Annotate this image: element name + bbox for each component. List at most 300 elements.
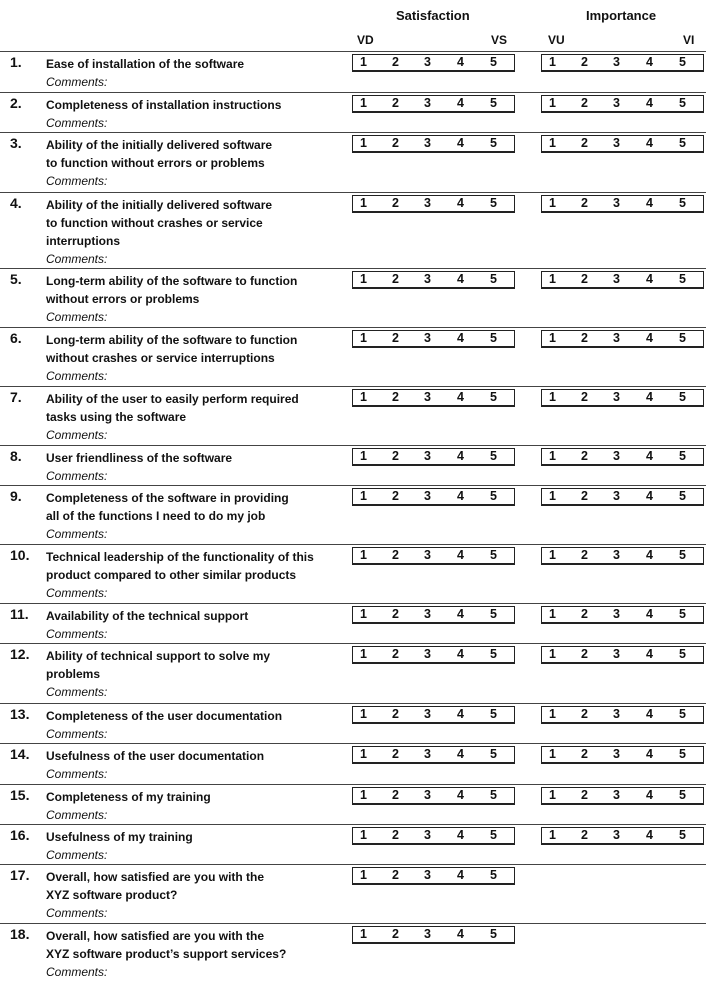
rating-option[interactable]: 2 <box>581 390 588 404</box>
satisfaction-scale[interactable] <box>352 547 515 565</box>
rating-option[interactable]: 1 <box>549 449 556 463</box>
question-text <box>46 868 336 922</box>
rating-option[interactable]: 5 <box>490 272 497 286</box>
question-text <box>46 788 336 824</box>
rating-option[interactable]: 3 <box>424 449 431 463</box>
rating-option[interactable]: 4 <box>646 449 653 463</box>
rating-option[interactable]: 4 <box>457 489 464 503</box>
rating-option[interactable]: 2 <box>392 707 399 721</box>
rating-option[interactable]: 3 <box>424 548 431 562</box>
rating-option[interactable]: 4 <box>646 548 653 562</box>
rating-option[interactable]: 1 <box>360 607 367 621</box>
importance-scale[interactable] <box>541 547 704 565</box>
rating-option[interactable]: 2 <box>392 331 399 345</box>
question-line: Ability of the user to easily perform required <box>46 392 299 406</box>
rating-option[interactable]: 4 <box>646 55 653 69</box>
question-text <box>46 331 336 385</box>
question-number: 12. <box>10 646 30 662</box>
comments-label[interactable]: Comments: <box>46 75 108 89</box>
question-number: 7. <box>10 389 22 405</box>
question-line: User friendliness of the software <box>46 451 233 465</box>
rating-option[interactable]: 5 <box>679 96 686 110</box>
rating-option[interactable]: 1 <box>360 828 367 842</box>
rating-option[interactable]: 2 <box>392 96 399 110</box>
rating-option[interactable]: 5 <box>679 489 686 503</box>
rating-option[interactable]: 1 <box>360 707 367 721</box>
rating-option[interactable]: 5 <box>490 548 497 562</box>
importance-scale[interactable] <box>541 135 704 153</box>
rating-option[interactable]: 2 <box>581 136 588 150</box>
rating-option[interactable]: 4 <box>457 707 464 721</box>
question-text <box>46 828 336 864</box>
question-text <box>46 607 336 643</box>
rating-option[interactable]: 1 <box>360 136 367 150</box>
question-text <box>46 449 336 485</box>
question-line: Ability of technical support to solve my <box>46 649 271 663</box>
rating-option[interactable]: 1 <box>549 647 556 661</box>
rating-option[interactable]: 2 <box>392 747 399 761</box>
rating-option[interactable]: 1 <box>360 868 367 882</box>
question-line: Usefulness of my training <box>46 830 193 844</box>
question-number: 2. <box>10 95 22 111</box>
rating-option[interactable]: 5 <box>490 707 497 721</box>
rating-option[interactable]: 3 <box>424 55 431 69</box>
rating-option[interactable]: 5 <box>679 390 686 404</box>
rating-option[interactable]: 4 <box>457 449 464 463</box>
rating-option[interactable]: 4 <box>646 390 653 404</box>
question-row <box>0 544 706 603</box>
rating-option[interactable]: 2 <box>392 607 399 621</box>
rating-option[interactable]: 1 <box>549 96 556 110</box>
rating-option[interactable]: 1 <box>549 136 556 150</box>
rating-option[interactable]: 3 <box>424 747 431 761</box>
rating-option[interactable]: 2 <box>392 548 399 562</box>
rating-option[interactable]: 2 <box>392 196 399 210</box>
rating-option[interactable]: 3 <box>424 927 431 941</box>
question-number: 13. <box>10 706 30 722</box>
question-number: 3. <box>10 135 22 151</box>
satisfaction-high-label: VS <box>491 33 508 47</box>
rating-option[interactable]: 4 <box>457 96 464 110</box>
rating-option[interactable]: 1 <box>549 788 556 802</box>
rating-option[interactable]: 3 <box>613 548 620 562</box>
rating-option[interactable]: 2 <box>392 390 399 404</box>
rating-option[interactable]: 2 <box>581 747 588 761</box>
rating-option[interactable]: 1 <box>360 747 367 761</box>
question-line: without crashes or service interruptions <box>46 351 275 365</box>
comments-label[interactable]: Comments: <box>46 808 108 822</box>
rating-option[interactable]: 5 <box>679 747 686 761</box>
importance-scale[interactable] <box>541 646 704 664</box>
importance-scale[interactable] <box>541 271 704 289</box>
satisfaction-scale[interactable] <box>352 195 515 213</box>
satisfaction-scale[interactable] <box>352 746 515 764</box>
question-row <box>0 192 706 268</box>
importance-low-label: VU <box>548 33 565 47</box>
rating-option[interactable]: 5 <box>679 707 686 721</box>
rating-option[interactable]: 3 <box>424 272 431 286</box>
question-line: Ability of the initially delivered software <box>46 138 273 152</box>
rating-option[interactable]: 1 <box>549 272 556 286</box>
rating-option[interactable]: 3 <box>424 331 431 345</box>
rating-option[interactable]: 3 <box>613 489 620 503</box>
rating-option[interactable]: 4 <box>646 96 653 110</box>
importance-scale[interactable] <box>541 706 704 724</box>
comments-label[interactable]: Comments: <box>46 252 108 266</box>
satisfaction-header: Satisfaction <box>396 8 470 23</box>
rating-option[interactable]: 3 <box>613 390 620 404</box>
satisfaction-scale[interactable] <box>352 330 515 348</box>
question-row <box>0 824 706 864</box>
rating-option[interactable]: 4 <box>457 607 464 621</box>
question-line: Overall, how satisfied are you with the <box>46 929 265 943</box>
comments-label[interactable]: Comments: <box>46 116 108 130</box>
rating-option[interactable]: 4 <box>646 196 653 210</box>
rating-option[interactable]: 3 <box>613 707 620 721</box>
question-number: 18. <box>10 926 30 942</box>
importance-scale[interactable] <box>541 195 704 213</box>
comments-label[interactable]: Comments: <box>46 527 108 541</box>
question-row <box>0 51 706 92</box>
satisfaction-scale[interactable] <box>352 54 515 72</box>
rating-option[interactable]: 3 <box>613 96 620 110</box>
rating-option[interactable]: 4 <box>457 828 464 842</box>
rating-option[interactable]: 1 <box>549 55 556 69</box>
question-text <box>46 96 336 132</box>
rating-option[interactable]: 4 <box>646 828 653 842</box>
rating-option[interactable]: 5 <box>490 55 497 69</box>
rating-option[interactable]: 4 <box>646 647 653 661</box>
rating-option[interactable]: 3 <box>424 868 431 882</box>
rating-option[interactable]: 2 <box>581 788 588 802</box>
rating-option[interactable]: 2 <box>581 607 588 621</box>
rating-option[interactable]: 5 <box>490 196 497 210</box>
importance-scale[interactable] <box>541 488 704 506</box>
rating-option[interactable]: 5 <box>679 272 686 286</box>
rating-option[interactable]: 2 <box>392 788 399 802</box>
rating-option[interactable]: 2 <box>392 449 399 463</box>
satisfaction-scale[interactable] <box>352 448 515 466</box>
satisfaction-scale[interactable] <box>352 271 515 289</box>
question-line: Long-term ability of the software to function <box>46 274 298 288</box>
rating-option[interactable]: 4 <box>646 607 653 621</box>
satisfaction-scale[interactable] <box>352 646 515 664</box>
rating-option[interactable]: 5 <box>679 828 686 842</box>
rating-option[interactable]: 2 <box>581 707 588 721</box>
comments-label[interactable]: Comments: <box>46 727 108 741</box>
rating-option[interactable]: 4 <box>457 390 464 404</box>
rating-option[interactable]: 3 <box>424 607 431 621</box>
satisfaction-scale[interactable] <box>352 706 515 724</box>
comments-label[interactable]: Comments: <box>46 767 108 781</box>
rating-option[interactable]: 4 <box>457 331 464 345</box>
comments-label[interactable]: Comments: <box>46 906 108 920</box>
rating-option[interactable]: 2 <box>392 489 399 503</box>
rating-option[interactable]: 1 <box>360 788 367 802</box>
question-line: all of the functions I need to do my job <box>46 509 266 523</box>
rating-option[interactable]: 5 <box>490 489 497 503</box>
question-text <box>46 136 336 190</box>
rating-option[interactable]: 3 <box>613 55 620 69</box>
question-line: XYZ software product’s support services? <box>46 947 287 961</box>
rating-option[interactable]: 2 <box>581 489 588 503</box>
rating-option[interactable]: 1 <box>549 489 556 503</box>
rating-option[interactable]: 4 <box>646 136 653 150</box>
rating-option[interactable]: 3 <box>613 331 620 345</box>
question-number: 4. <box>10 195 22 211</box>
rating-option[interactable]: 1 <box>360 927 367 941</box>
question-text <box>46 489 336 543</box>
question-text <box>46 927 336 981</box>
rating-option[interactable]: 2 <box>581 647 588 661</box>
question-row <box>0 784 706 824</box>
rating-option[interactable]: 5 <box>490 96 497 110</box>
rating-option[interactable]: 4 <box>457 548 464 562</box>
satisfaction-scale[interactable] <box>352 606 515 624</box>
question-line: Overall, how satisfied are you with the <box>46 870 265 884</box>
question-line: Long-term ability of the software to function <box>46 333 298 347</box>
question-row <box>0 864 706 923</box>
question-line: Completeness of my training <box>46 790 211 804</box>
question-text <box>46 548 336 602</box>
rating-option[interactable]: 3 <box>613 647 620 661</box>
question-text <box>46 390 336 444</box>
rating-option[interactable]: 1 <box>360 272 367 286</box>
satisfaction-scale[interactable] <box>352 389 515 407</box>
comments-label[interactable]: Comments: <box>46 469 108 483</box>
rating-option[interactable]: 1 <box>360 548 367 562</box>
question-line: Usefulness of the user documentation <box>46 749 265 763</box>
question-row <box>0 703 706 743</box>
comments-label[interactable]: Comments: <box>46 174 108 188</box>
rating-option[interactable]: 5 <box>679 136 686 150</box>
rating-option[interactable]: 1 <box>360 647 367 661</box>
rating-option[interactable]: 4 <box>457 272 464 286</box>
question-number: 11. <box>10 606 29 622</box>
satisfaction-scale[interactable] <box>352 867 515 885</box>
rating-option[interactable]: 1 <box>549 747 556 761</box>
rating-option[interactable]: 3 <box>424 390 431 404</box>
rating-option[interactable]: 5 <box>490 136 497 150</box>
satisfaction-scale[interactable] <box>352 827 515 845</box>
rating-option[interactable]: 4 <box>646 489 653 503</box>
question-line: Completeness of installation instructions <box>46 98 282 112</box>
rating-option[interactable]: 5 <box>490 390 497 404</box>
rating-option[interactable]: 3 <box>424 196 431 210</box>
rating-option[interactable]: 5 <box>490 868 497 882</box>
rating-option[interactable]: 5 <box>490 331 497 345</box>
comments-label[interactable]: Comments: <box>46 428 108 442</box>
rating-option[interactable]: 4 <box>457 136 464 150</box>
satisfaction-low-label: VD <box>357 33 374 47</box>
importance-scale[interactable] <box>541 746 704 764</box>
rating-option[interactable]: 5 <box>490 747 497 761</box>
question-number: 1. <box>10 54 22 70</box>
question-text <box>46 55 336 91</box>
rating-option[interactable]: 3 <box>424 828 431 842</box>
rating-option[interactable]: 4 <box>457 196 464 210</box>
question-row <box>0 445 706 485</box>
rating-option[interactable]: 5 <box>679 196 686 210</box>
question-number: 17. <box>10 867 30 883</box>
comments-label[interactable]: Comments: <box>46 965 108 979</box>
importance-scale[interactable] <box>541 389 704 407</box>
rating-option[interactable]: 3 <box>424 489 431 503</box>
rating-option[interactable]: 1 <box>549 196 556 210</box>
rating-option[interactable]: 1 <box>549 331 556 345</box>
rating-option[interactable]: 4 <box>457 647 464 661</box>
question-row <box>0 132 706 192</box>
rating-option[interactable]: 4 <box>646 272 653 286</box>
rating-option[interactable]: 5 <box>490 647 497 661</box>
importance-high-label: VI <box>683 33 695 47</box>
rating-option[interactable]: 3 <box>613 449 620 463</box>
rating-option[interactable]: 4 <box>646 788 653 802</box>
question-number: 15. <box>10 787 30 803</box>
rating-option[interactable]: 1 <box>360 196 367 210</box>
rating-option[interactable]: 2 <box>581 196 588 210</box>
rating-option[interactable]: 2 <box>581 828 588 842</box>
rating-option[interactable]: 3 <box>424 96 431 110</box>
rating-option[interactable]: 1 <box>360 390 367 404</box>
question-line: without errors or problems <box>46 292 200 306</box>
rating-option[interactable]: 3 <box>424 788 431 802</box>
question-row <box>0 603 706 643</box>
question-line: XYZ software product? <box>46 888 178 902</box>
rating-option[interactable]: 2 <box>392 55 399 69</box>
rating-option[interactable]: 4 <box>457 868 464 882</box>
rating-option[interactable]: 5 <box>679 647 686 661</box>
rating-option[interactable]: 1 <box>549 607 556 621</box>
rating-option[interactable]: 1 <box>360 96 367 110</box>
question-text <box>46 707 336 743</box>
satisfaction-scale[interactable] <box>352 488 515 506</box>
comments-label[interactable]: Comments: <box>46 586 108 600</box>
rating-option[interactable]: 4 <box>646 747 653 761</box>
question-line: product compared to other similar products <box>46 568 297 582</box>
rating-option[interactable]: 2 <box>392 272 399 286</box>
question-line: Ease of installation of the software <box>46 57 245 71</box>
satisfaction-scale[interactable] <box>352 135 515 153</box>
rating-option[interactable]: 1 <box>549 548 556 562</box>
question-line: Completeness of the user documentation <box>46 709 283 723</box>
satisfaction-scale[interactable] <box>352 787 515 805</box>
rating-option[interactable]: 2 <box>392 927 399 941</box>
comments-label[interactable]: Comments: <box>46 848 108 862</box>
rating-option[interactable]: 5 <box>679 788 686 802</box>
rating-option[interactable]: 5 <box>679 607 686 621</box>
comments-label[interactable]: Comments: <box>46 310 108 324</box>
rating-option[interactable]: 3 <box>613 788 620 802</box>
rating-option[interactable]: 2 <box>392 828 399 842</box>
rating-option[interactable]: 1 <box>360 55 367 69</box>
rating-option[interactable]: 1 <box>549 828 556 842</box>
rating-option[interactable]: 1 <box>360 489 367 503</box>
rating-option[interactable]: 1 <box>549 390 556 404</box>
rating-option[interactable]: 1 <box>549 707 556 721</box>
rating-option[interactable]: 5 <box>490 828 497 842</box>
rating-option[interactable]: 5 <box>679 548 686 562</box>
comments-label[interactable]: Comments: <box>46 685 108 699</box>
comments-label[interactable]: Comments: <box>46 369 108 383</box>
question-row <box>0 485 706 544</box>
rating-option[interactable]: 2 <box>392 647 399 661</box>
satisfaction-scale[interactable] <box>352 95 515 113</box>
question-line: Completeness of the software in providing <box>46 491 289 505</box>
satisfaction-scale[interactable] <box>352 926 515 944</box>
rating-option[interactable]: 3 <box>424 647 431 661</box>
rating-option[interactable]: 3 <box>613 136 620 150</box>
rating-option[interactable]: 5 <box>490 449 497 463</box>
rating-option[interactable]: 3 <box>613 828 620 842</box>
rating-option[interactable]: 4 <box>457 927 464 941</box>
rating-option[interactable]: 5 <box>679 55 686 69</box>
importance-scale[interactable] <box>541 330 704 348</box>
question-line: tasks using the software <box>46 410 187 424</box>
rating-option[interactable]: 2 <box>392 136 399 150</box>
rating-option[interactable]: 5 <box>490 788 497 802</box>
importance-scale[interactable] <box>541 606 704 624</box>
rating-option[interactable]: 1 <box>360 449 367 463</box>
rating-option[interactable]: 4 <box>457 55 464 69</box>
rating-option[interactable]: 4 <box>646 707 653 721</box>
rating-option[interactable]: 4 <box>457 747 464 761</box>
rating-option[interactable]: 4 <box>646 331 653 345</box>
rating-option[interactable]: 3 <box>424 136 431 150</box>
question-line: to function without crashes or service <box>46 216 263 230</box>
rating-option[interactable]: 2 <box>581 55 588 69</box>
rating-option[interactable]: 3 <box>613 607 620 621</box>
rating-option[interactable]: 4 <box>457 788 464 802</box>
question-row <box>0 643 706 703</box>
rating-option[interactable]: 2 <box>392 868 399 882</box>
question-number: 16. <box>10 827 30 843</box>
question-number: 5. <box>10 271 22 287</box>
rating-option[interactable]: 3 <box>424 707 431 721</box>
question-row <box>0 923 706 986</box>
rating-option[interactable]: 1 <box>360 331 367 345</box>
rating-option[interactable]: 5 <box>490 927 497 941</box>
question-number: 10. <box>10 547 30 563</box>
rating-option[interactable]: 5 <box>679 331 686 345</box>
importance-scale[interactable] <box>541 448 704 466</box>
rating-option[interactable]: 3 <box>613 747 620 761</box>
rating-option[interactable]: 5 <box>679 449 686 463</box>
question-line: interruptions <box>46 234 120 248</box>
question-line: problems <box>46 667 101 681</box>
rating-option[interactable]: 3 <box>613 196 620 210</box>
rating-option[interactable]: 2 <box>581 331 588 345</box>
importance-scale[interactable] <box>541 787 704 805</box>
question-number: 8. <box>10 448 22 464</box>
question-number: 14. <box>10 746 30 762</box>
rating-option[interactable]: 3 <box>613 272 620 286</box>
question-line: Technical leadership of the functionality of this <box>46 550 314 564</box>
importance-scale[interactable] <box>541 95 704 113</box>
rating-option[interactable]: 2 <box>581 548 588 562</box>
question-text <box>46 647 336 701</box>
importance-scale[interactable] <box>541 827 704 845</box>
importance-scale[interactable] <box>541 54 704 72</box>
rating-option[interactable]: 5 <box>490 607 497 621</box>
question-number: 9. <box>10 488 22 504</box>
comments-label[interactable]: Comments: <box>46 627 108 641</box>
rating-option[interactable]: 2 <box>581 272 588 286</box>
rating-option[interactable]: 2 <box>581 96 588 110</box>
question-text <box>46 747 336 783</box>
rating-option[interactable]: 2 <box>581 449 588 463</box>
question-number: 6. <box>10 330 22 346</box>
